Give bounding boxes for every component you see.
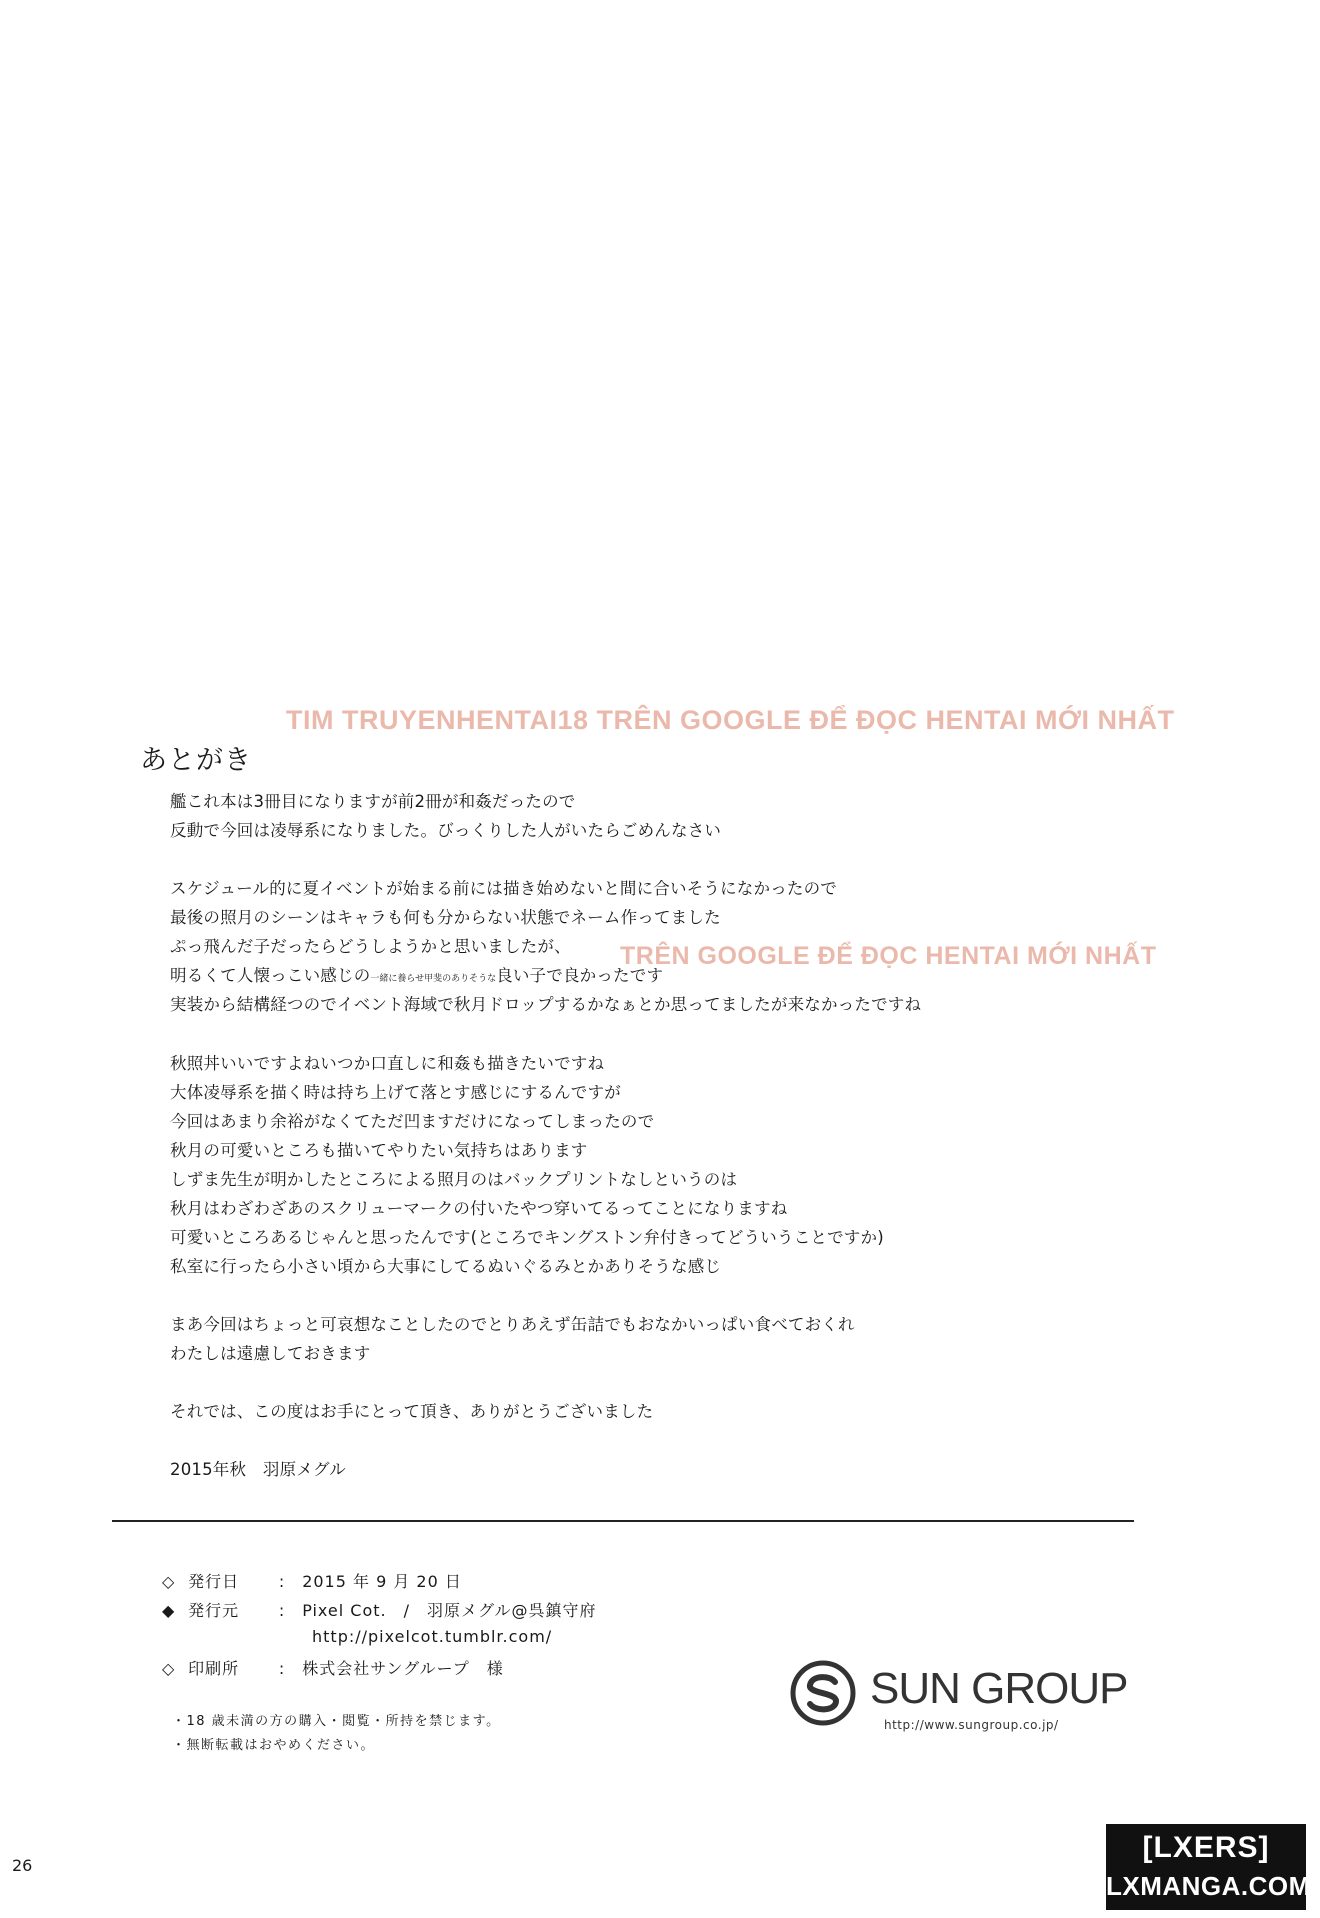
colophon-publisher-value: Pixel Cot. / 羽原メグル@呉鎮守府 xyxy=(302,1601,597,1620)
colophon-publisher-row xyxy=(162,1598,597,1621)
diamond-outline-icon: ◇ xyxy=(162,1659,176,1678)
afterword-line: 最後の照月のシーンはキャラも何も分からない状態でネーム作ってました xyxy=(170,908,721,927)
afterword-line: まあ今回はちょっと可哀想なことしたのでとりあえず缶詰でもおなかいっぱい食べておくれ xyxy=(170,1315,855,1334)
afterword-line-aside: 一緒に養らせ甲斐のありそうな xyxy=(370,974,497,984)
colophon-printer-row xyxy=(162,1656,504,1679)
afterword-closing: それでは、この度はお手にとって頂き、ありがとうございました xyxy=(170,1402,654,1421)
afterword-line: ぷっ飛んだ子だったらどうしようかと思いましたが、 xyxy=(170,937,571,956)
colophon-label: 印刷所 xyxy=(188,1659,240,1678)
colophon-divider xyxy=(112,1520,1134,1522)
diamond-outline-icon: ◇ xyxy=(162,1572,176,1591)
afterword-line: 今回はあまり余裕がなくてただ凹ますだけになってしまったので xyxy=(170,1112,655,1131)
colophon-label: 発行日 xyxy=(188,1572,240,1591)
sun-group-wordmark: SUN GROUP xyxy=(870,1664,1128,1713)
lxmanga-corner-badge xyxy=(1106,1824,1311,1910)
afterword-line: 反動で今回は凌辱系になりました。びっくりした人がいたらごめんなさい xyxy=(170,821,722,840)
afterword-line: しずま先生が明かしたところによる照月のはバックプリントなしというのは xyxy=(170,1170,738,1189)
afterword-line: 実装から結構経つのでイベント海域で秋月ドロップするかなぁとか思ってましたが来なかったですね xyxy=(170,995,922,1014)
diamond-filled-icon: ◆ xyxy=(162,1601,176,1620)
afterword-line: 私室に行ったら小さい頃から大事にしてるぬいぐるみとかありそうな感じ xyxy=(170,1257,722,1276)
corner-badge-line: LXMANGA.COM xyxy=(1106,1871,1311,1901)
sun-group-url: http://www.sungroup.co.jp/ xyxy=(884,1718,1059,1732)
colophon-separator: : xyxy=(278,1601,286,1620)
afterword-line-composite xyxy=(170,962,663,986)
afterword-heading: あとがき xyxy=(140,745,252,776)
colophon-url: http://pixelcot.tumblr.com/ xyxy=(312,1627,553,1646)
afterword-line: わたしは遠慮しておきます xyxy=(170,1344,371,1363)
colophon-note: ・無断転載はおやめください。 xyxy=(172,1738,376,1753)
afterword-line: 秋月はわざわざあのスクリューマークの付いたやつ穿いてるってことになりますね xyxy=(170,1199,788,1218)
afterword-line: スケジュール的に夏イベントが始まる前には描き始めないと間に合いそうになかったので xyxy=(170,879,838,898)
colophon-note: ・18 歳未満の方の購入・閲覧・所持を禁じます。 xyxy=(172,1714,501,1729)
colophon-separator: : xyxy=(278,1572,286,1591)
sun-group-emblem-icon xyxy=(790,1660,856,1726)
colophon-label: 発行元 xyxy=(188,1601,240,1620)
watermark-text-top: TIM TRUYENHENTAI18 TRÊN GOOGLE ĐỂ ĐỌC HENTAI MỚI NHẤT xyxy=(286,705,1175,735)
afterword-line-part: 良い子で良かったです xyxy=(496,966,664,985)
colophon-date-value: 2015 年 9 月 20 日 xyxy=(302,1572,462,1591)
watermark-text-mid: TRÊN GOOGLE ĐỂ ĐỌC HENTAI MỚI NHẤT xyxy=(620,942,1157,970)
afterword-line: 艦これ本は3冊目になりますが前2冊が和姦だったので xyxy=(170,792,576,811)
afterword-line: 大体凌辱系を描く時は持ち上げて落とす感じにするんですが xyxy=(170,1083,621,1102)
afterword-line-part: 明るくて人懐っこい感じの xyxy=(170,966,371,985)
page-number: 26 xyxy=(12,1856,33,1875)
sun-group-logo xyxy=(790,1656,1140,1736)
afterword-line: 可愛いところあるじゃんと思ったんです(ところでキングストン弁付きってどういうことですか) xyxy=(170,1228,884,1247)
corner-badge-line: [LXERS] xyxy=(1142,1831,1270,1864)
colophon-date-row xyxy=(162,1569,462,1592)
afterword-signature: 2015年秋 羽原メグル xyxy=(170,1460,346,1479)
afterword-line: 秋月の可愛いところも描いてやりたい気持ちはあります xyxy=(170,1141,588,1160)
afterword-line: 秋照丼いいですよねいつか口直しに和姦も描きたいですね xyxy=(170,1054,605,1073)
colophon-printer-value: 株式会社サングループ 様 xyxy=(302,1659,504,1678)
colophon-separator: : xyxy=(278,1659,286,1678)
